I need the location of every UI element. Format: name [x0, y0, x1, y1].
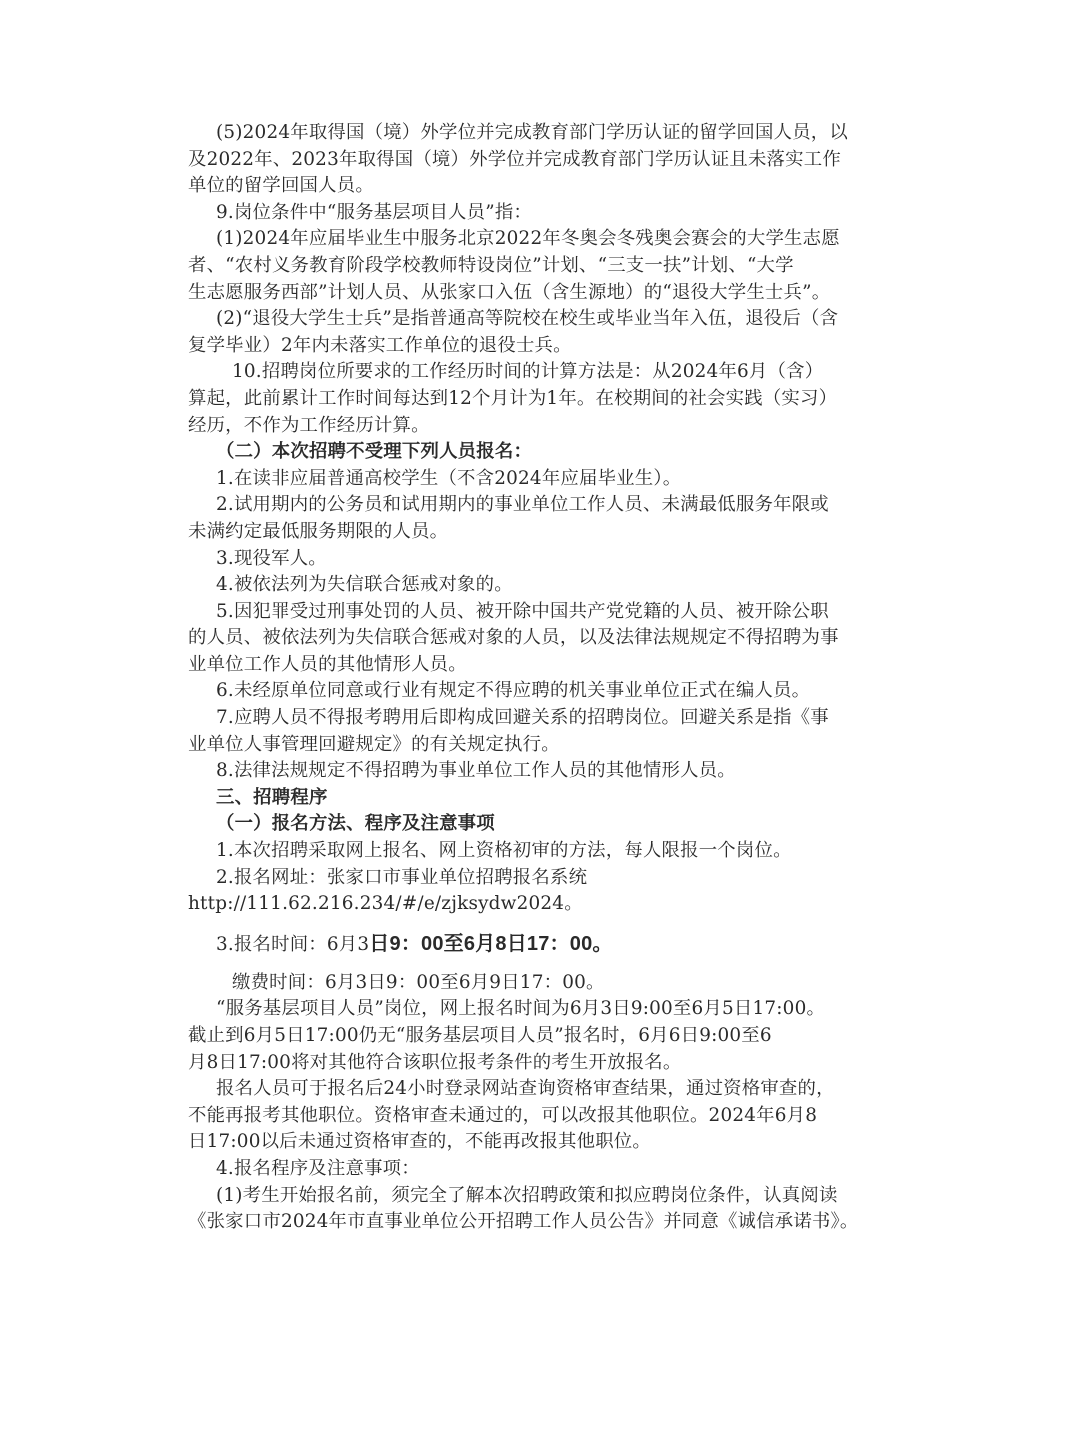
- text-line: 复学毕业）2年内未落实工作单位的退役士兵。: [188, 334, 572, 356]
- text-line: 未满约定最低服务期限的人员。: [188, 520, 449, 542]
- text-line: 2.报名网址：张家口市事业单位招聘报名系统: [216, 866, 588, 888]
- text-line: (1)考生开始报名前，须完全了解本次招聘政策和拟应聘岗位条件，认真阅读: [216, 1184, 838, 1206]
- text-line: 算起，此前累计工作时间每达到12个月计为1年。在校期间的社会实践（实习）: [188, 387, 838, 409]
- text-line: 经历，不作为工作经历计算。: [188, 414, 430, 436]
- text-line: 及2022年、2023年取得国（境）外学位并完成教育部门学历认证且未落实工作: [188, 148, 841, 170]
- text-line: 2.试用期内的公务员和试用期内的事业单位工作人员、未满最低服务年限或: [216, 494, 829, 516]
- text-line: 者、“农村义务教育阶段学校教师特设岗位”计划、“三支一扶”计划、“大学: [188, 254, 794, 276]
- document-page: [188, 120, 900, 1236]
- text-line: 业单位人事管理回避规定》的有关规定执行。: [188, 733, 560, 755]
- text-line: 4.报名程序及注意事项：: [216, 1157, 420, 1179]
- text-line: 3.现役军人。: [216, 547, 327, 569]
- text-line: 4.被依法列为失信联合惩戒对象的。: [216, 574, 513, 596]
- text-line: 截止到6月5日17:00仍无“服务基层项目人员”报名时，6月6日9:00至6: [188, 1025, 772, 1046]
- text-line: 10.招聘岗位所要求的工作经历时间的计算方法是：从2024年6月（含）: [232, 361, 824, 383]
- text-line: http://111.62.216.234/#/e/zjksydw2024。: [188, 893, 583, 915]
- text-line: (1)2024年应届毕业生中服务北京2022年冬奥会冬残奥会赛会的大学生志愿: [216, 228, 840, 250]
- registration-time-prefix: 3.报名时间：6月3: [216, 933, 370, 955]
- text-line: 9.岗位条件中“服务基层项目人员”指：: [216, 201, 533, 223]
- text-line: 8.法律法规规定不得招聘为事业单位工作人员的其他情形人员。: [216, 760, 736, 782]
- text-line: 缴费时间：6月3日9：00至6月9日17：00。: [232, 971, 605, 993]
- text-line: 业单位工作人员的其他情形人员。: [188, 653, 467, 675]
- text-line: 6.未经原单位同意或行业有规定不得应聘的机关事业单位正式在编人员。: [216, 680, 811, 702]
- text-line: 日17:00以后未通过资格审查的，不能再改报其他职位。: [188, 1131, 651, 1153]
- text-line: 报名人员可于报名后24小时登录网站查询资格审查结果，通过资格审查的，: [216, 1078, 835, 1100]
- text-line: （二）本次招聘不受理下列人员报名：: [216, 441, 533, 463]
- registration-time-emphasis: 日9：00至6月8日17：00。: [369, 932, 613, 955]
- text-line: 1.本次招聘采取网上报名、网上资格初审的方法，每人限报一个岗位。: [216, 840, 792, 862]
- spacer: [188, 960, 900, 970]
- text-line: 《张家口市2024年市直事业单位公开招聘工作人员公告》并同意《诚信承诺书》。: [188, 1211, 859, 1233]
- text-line: 不能再报考其他职位。资格审查未通过的，可以改报其他职位。2024年6月8: [188, 1104, 818, 1126]
- text-line: 7.应聘人员不得报考聘用后即构成回避关系的招聘岗位。回避关系是指《事: [216, 707, 829, 729]
- text-line: （一）报名方法、程序及注意事项: [216, 813, 495, 835]
- text-line: 三、招聘程序: [216, 786, 328, 808]
- text-line: 月8日17:00将对其他符合该职位报考条件的考生开放报名。: [188, 1051, 682, 1073]
- text-line: “服务基层项目人员”岗位，网上报名时间为6月3日9:00至6月5日17:00。: [216, 998, 826, 1020]
- text-line: (5)2024年取得国（境）外学位并完成教育部门学历认证的留学回国人员，以: [216, 122, 848, 143]
- text-line: 单位的留学回国人员。: [188, 175, 374, 197]
- text-line: 的人员、被依法列为失信联合惩戒对象的人员，以及法律法规规定不得招聘为事: [188, 627, 839, 649]
- text-line: 5.因犯罪受过刑事处罚的人员、被开除中国共产党党籍的人员、被开除公职: [216, 600, 829, 622]
- text-line: 1.在读非应届普通高校学生（不含2024年应届毕业生）。: [216, 467, 682, 489]
- text-line: (2)“退役大学生士兵”是指普通高等院校在校生或毕业当年入伍，退役后（含: [216, 308, 839, 330]
- text-line: 生志愿服务西部”计划人员、从张家口入伍（含生源地）的“退役大学生士兵”。: [188, 281, 831, 303]
- registration-time-line: [188, 928, 900, 960]
